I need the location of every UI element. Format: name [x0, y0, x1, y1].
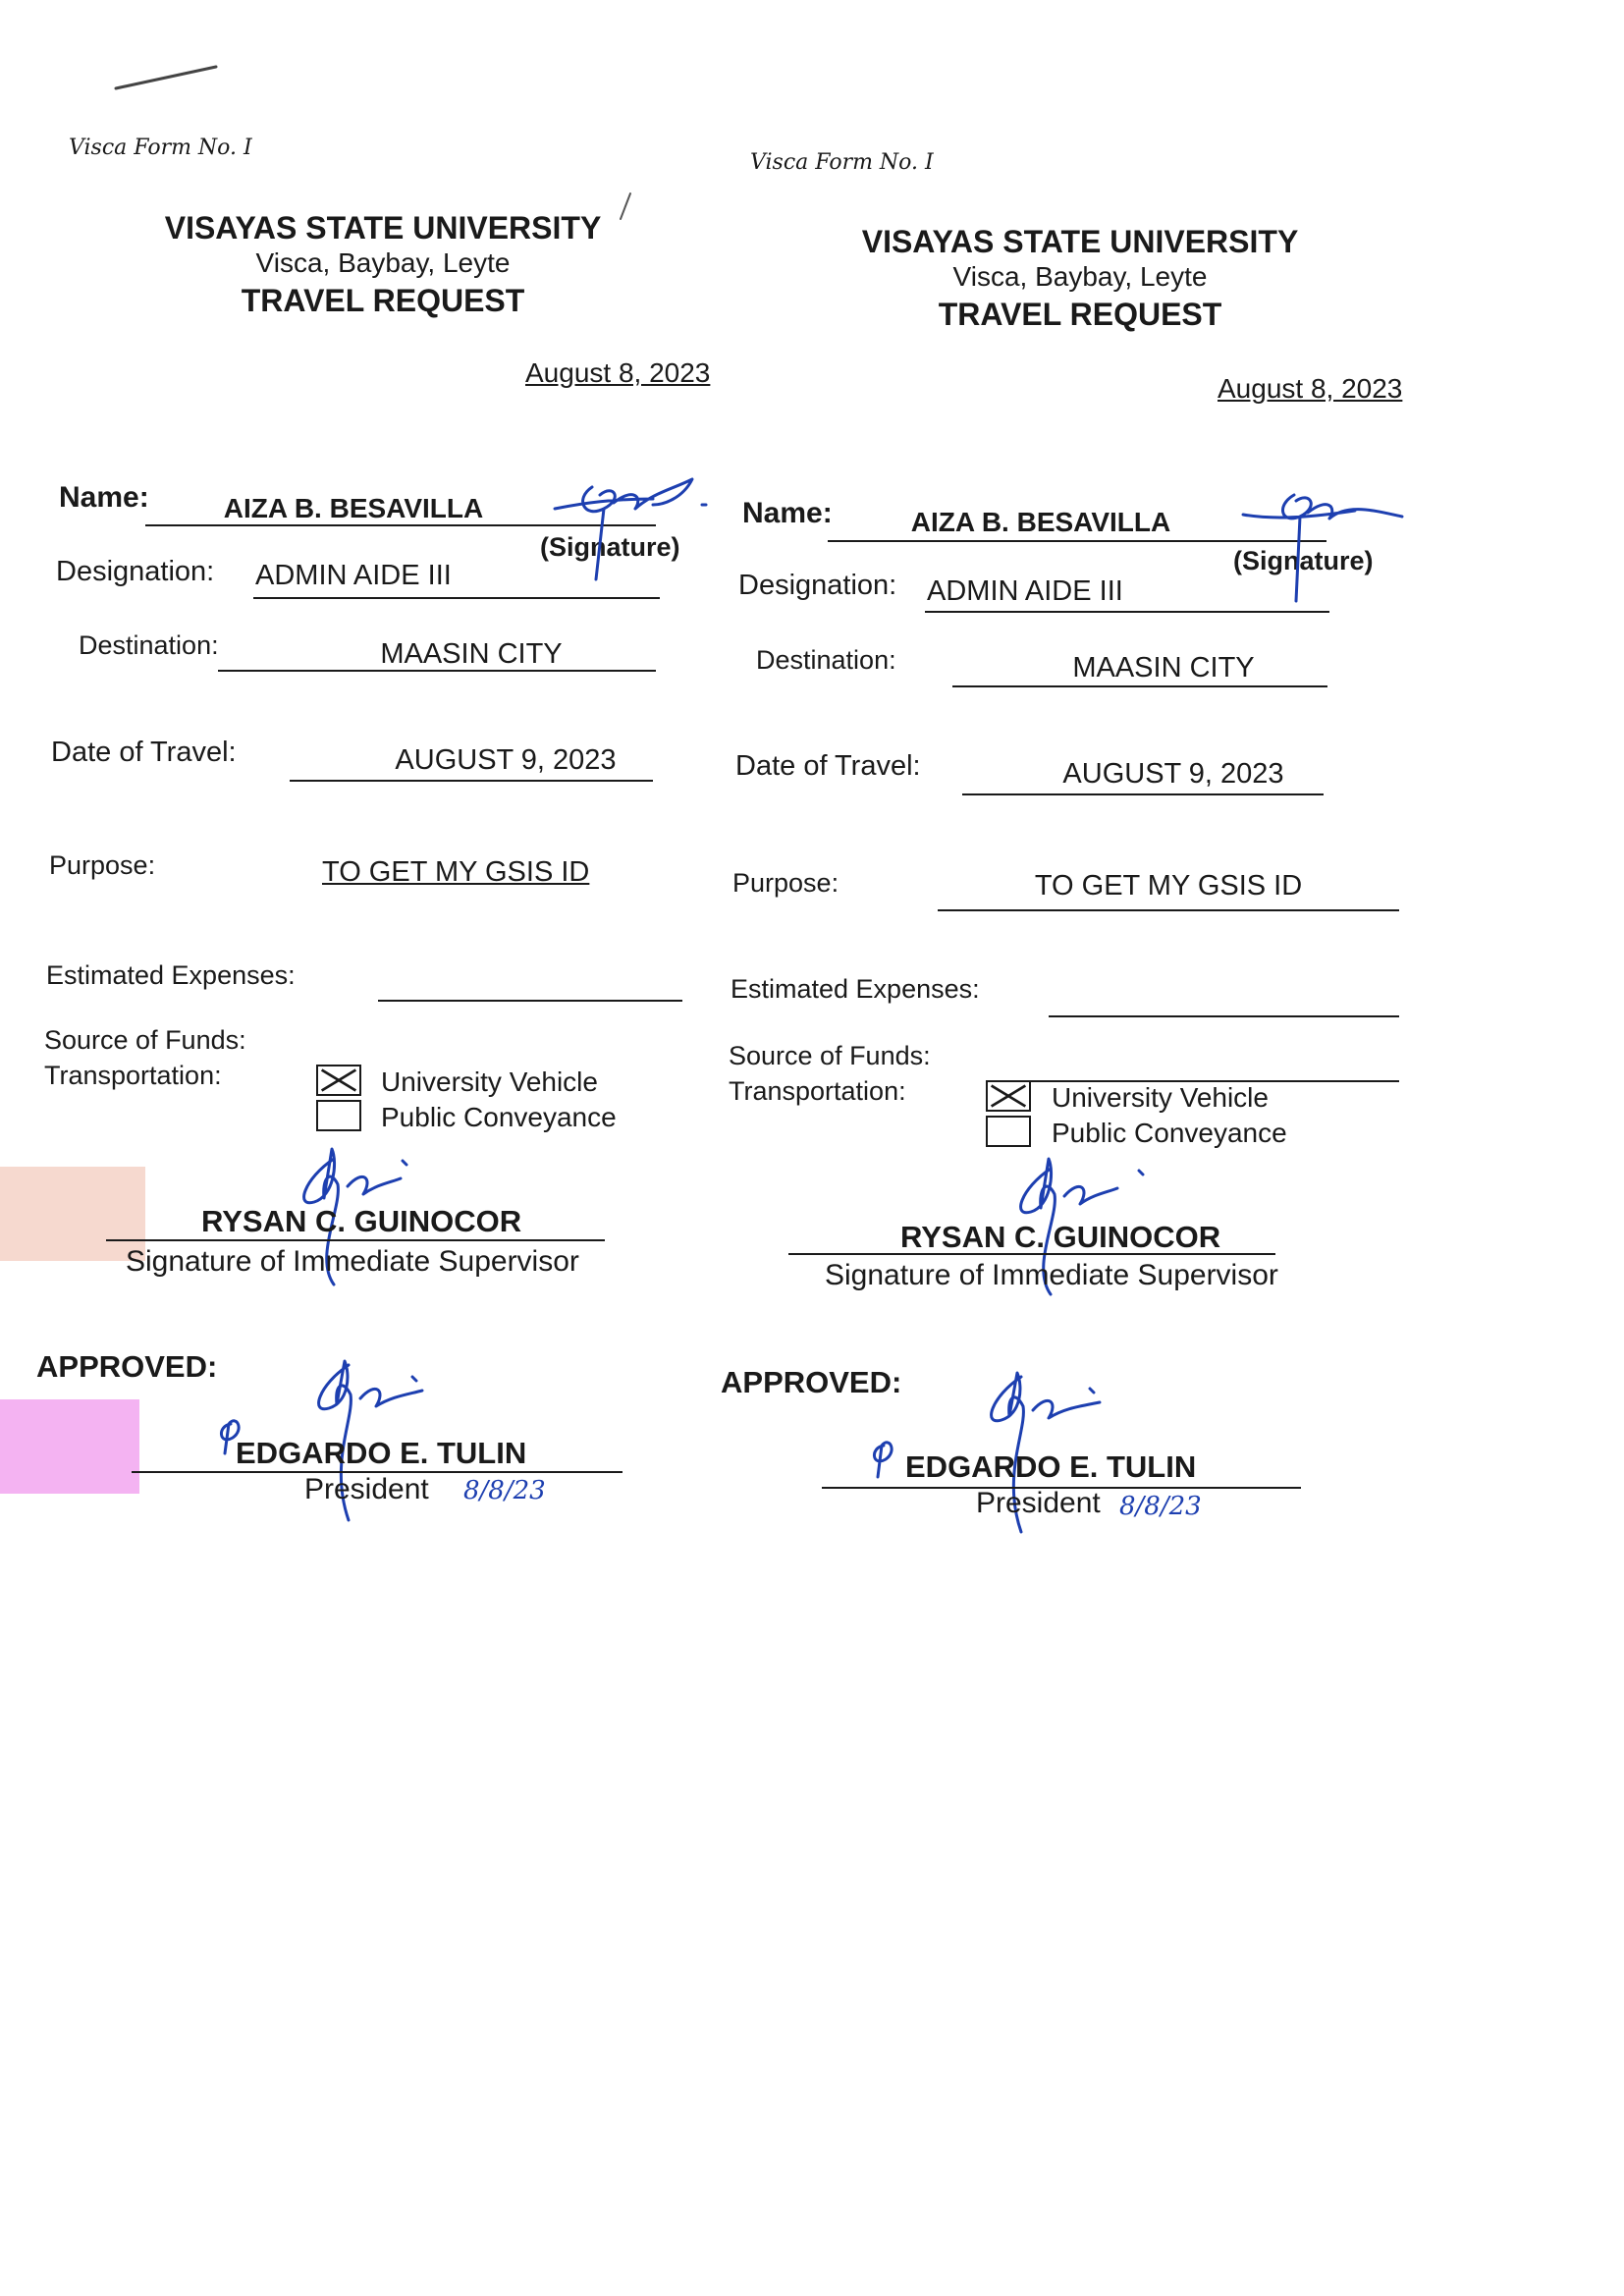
- document-title: TRAVEL REQUEST: [938, 297, 1222, 332]
- name-value: AIZA B. BESAVILLA: [223, 493, 484, 523]
- destination-value: MAASIN CITY: [1072, 652, 1255, 683]
- purpose-value: TO GET MY GSIS ID: [322, 856, 590, 888]
- purpose-value: TO GET MY GSIS ID: [1034, 870, 1303, 902]
- public-conveyance-option: Public Conveyance: [1052, 1118, 1287, 1148]
- transportation-label: Transportation:: [44, 1061, 222, 1090]
- date-of-travel-line: [290, 780, 653, 782]
- handwritten-approval-date: [1115, 1485, 1223, 1524]
- signature-caption: (Signature): [540, 532, 680, 562]
- designation-label: Designation:: [56, 556, 215, 587]
- svg-text:8/8/23: 8/8/23: [1119, 1492, 1202, 1521]
- estimated-expenses-label: Estimated Expenses:: [731, 974, 980, 1004]
- supervisor-line: [788, 1253, 1275, 1255]
- date-of-travel-label: Date of Travel:: [51, 737, 237, 768]
- purpose-line: [938, 909, 1399, 911]
- university-address: Visca, Baybay, Leyte: [255, 247, 511, 278]
- name-value: AIZA B. BESAVILLA: [910, 507, 1171, 537]
- estimated-expenses-line: [1049, 1015, 1399, 1017]
- pen-stroke-mark: [108, 59, 226, 98]
- supervisor-caption: Signature of Immediate Supervisor: [126, 1245, 579, 1278]
- university-name: VISAYAS STATE UNIVERSITY: [861, 224, 1299, 259]
- svg-text:8/8/23: 8/8/23: [463, 1476, 546, 1505]
- designation-line: [253, 597, 660, 599]
- destination-value: MAASIN CITY: [380, 638, 563, 670]
- designation-value: ADMIN AIDE III: [927, 575, 1123, 607]
- president-name: EDGARDO E. TULIN: [236, 1436, 527, 1470]
- approved-label: APPROVED:: [721, 1365, 902, 1399]
- name-label: Name:: [59, 481, 149, 514]
- source-of-funds-label: Source of Funds:: [729, 1041, 931, 1070]
- supervisor-line: [106, 1239, 605, 1241]
- request-date: August 8, 2023: [525, 357, 711, 388]
- university-vehicle-checkbox[interactable]: [986, 1080, 1031, 1112]
- destination-label: Destination:: [756, 645, 896, 675]
- public-conveyance-option: Public Conveyance: [381, 1102, 617, 1132]
- applicant-signature: [1237, 481, 1414, 604]
- supervisor-name: RYSAN C. GUINOCOR: [201, 1204, 522, 1238]
- destination-line: [218, 670, 656, 672]
- form-number: Visca Form No. I: [69, 136, 252, 160]
- applicant-signature: [545, 469, 712, 587]
- estimated-expenses-label: Estimated Expenses:: [46, 960, 296, 990]
- public-conveyance-checkbox[interactable]: [316, 1100, 361, 1131]
- document-title: TRAVEL REQUEST: [241, 283, 525, 318]
- date-of-travel-label: Date of Travel:: [735, 750, 921, 782]
- designation-line: [925, 611, 1329, 613]
- university-vehicle-checkbox[interactable]: [316, 1065, 361, 1096]
- designation-value: ADMIN AIDE III: [255, 560, 452, 591]
- approved-label: APPROVED:: [36, 1349, 218, 1384]
- supervisor-caption: Signature of Immediate Supervisor: [825, 1259, 1278, 1291]
- president-caption: President: [304, 1473, 429, 1505]
- destination-line: [952, 685, 1327, 687]
- name-label: Name:: [742, 497, 833, 529]
- source-of-funds-label: Source of Funds:: [44, 1025, 246, 1055]
- signature-caption: (Signature): [1233, 546, 1374, 575]
- date-of-travel-value: AUGUST 9, 2023: [395, 744, 617, 776]
- designation-label: Designation:: [738, 570, 897, 601]
- purpose-label: Purpose:: [49, 850, 156, 880]
- pink-highlight-mark: [0, 1399, 139, 1494]
- peach-highlight-mark: [0, 1167, 145, 1261]
- date-of-travel-line: [962, 793, 1324, 795]
- purpose-label: Purpose:: [732, 868, 839, 898]
- university-address: Visca, Baybay, Leyte: [952, 261, 1208, 292]
- transportation-label: Transportation:: [729, 1076, 906, 1106]
- president-name: EDGARDO E. TULIN: [905, 1449, 1197, 1484]
- request-date: August 8, 2023: [1218, 373, 1403, 404]
- supervisor-name: RYSAN C. GUINOCOR: [900, 1220, 1221, 1254]
- date-of-travel-value: AUGUST 9, 2023: [1062, 758, 1284, 790]
- university-vehicle-option: University Vehicle: [1052, 1082, 1269, 1113]
- handwritten-approval-date: [460, 1469, 568, 1508]
- form-number: Visca Form No. I: [750, 150, 934, 175]
- public-conveyance-checkbox[interactable]: [986, 1116, 1031, 1147]
- destination-label: Destination:: [79, 630, 219, 660]
- president-caption: President: [976, 1487, 1101, 1519]
- estimated-expenses-line: [378, 1000, 682, 1002]
- university-vehicle-option: University Vehicle: [381, 1066, 598, 1097]
- university-name: VISAYAS STATE UNIVERSITY: [164, 210, 602, 246]
